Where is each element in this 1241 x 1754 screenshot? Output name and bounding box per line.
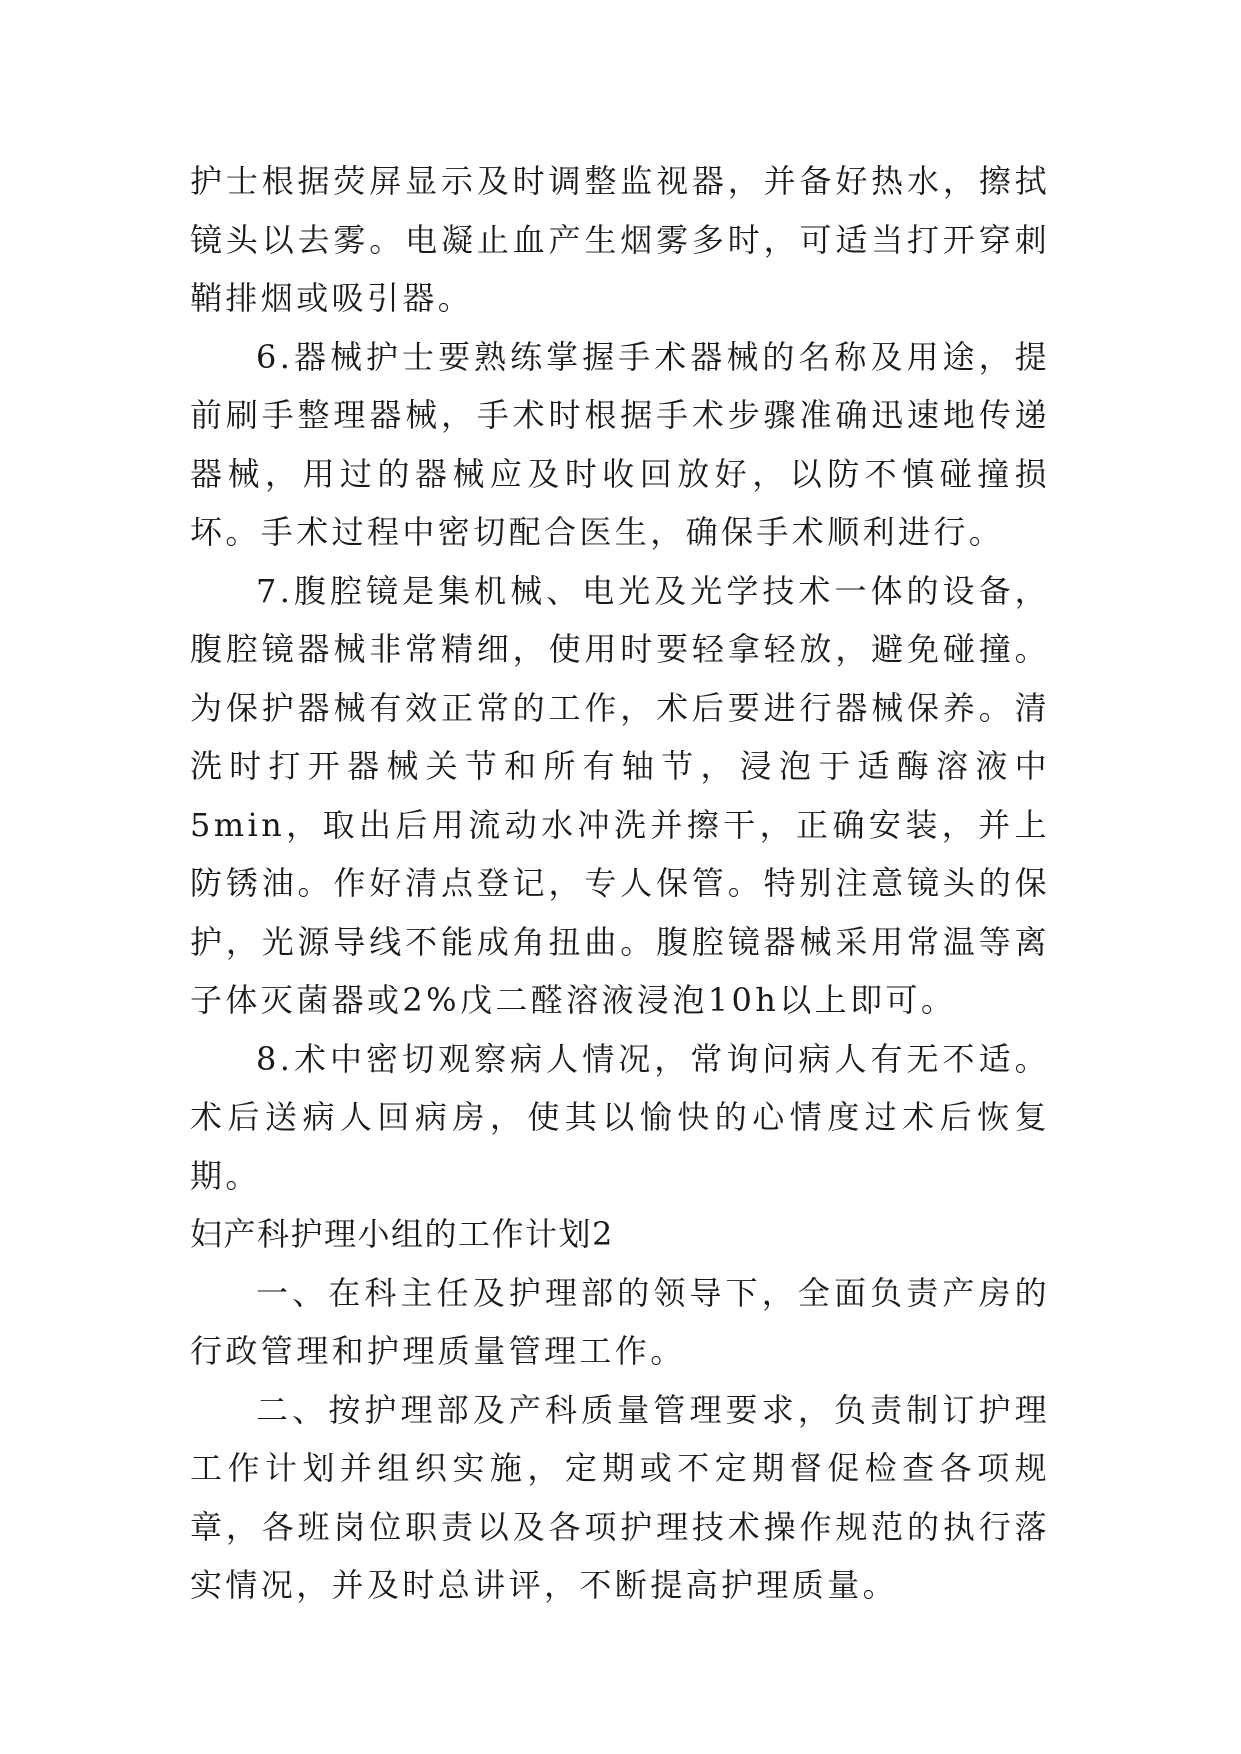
paragraph-item-7: 7.腹腔镜是集机械、电光及光学技术一体的设备，腹腔镜器械非常精细，使用时要轻拿轻放，避免碰撞。为保护器械有效正常的工作，术后要进行器械保养。清洗时打开器械关节和所有轴节，浸泡于适酶溶液中5min，取出后用流动水冲洗并擦干，正确安装，并上防锈油。作好清点登记，专人保管。特别注意镜头的保护，光源导线不能成角扭曲。腹腔镜器械采用常温等离子体灭菌器或2%戊二醛溶液浸泡10h以上即可。 (190, 571, 1050, 1019)
paragraph-item-6: 6.器械护士要熟练掌握手术器械的名称及用途，提前刷手整理器械，手术时根据手术步骤准确迅速地传递器械，用过的器械应及时收回放好，以防不慎碰撞损坏。手术过程中密切配合医生，确保手术顺利进行。 (190, 337, 1050, 551)
paragraph-item-2: 二、按护理部及产科质量管理要求，负责制订护理工作计划并组织实施，定期或不定期督促检查各项规章，各班岗位职责以及各项护理技术操作规范的执行落实情况，并及时总讲评，不断提高护理质量。 (190, 1390, 1050, 1604)
paragraph-item-1: 一、在科主任及护理部的领导下，全面负责产房的行政管理和护理质量管理工作。 (190, 1273, 1050, 1370)
document-body (190, 152, 1050, 1615)
section-heading: 妇产科护理小组的工作计划2 (190, 1215, 614, 1253)
paragraph-item-8: 8.术中密切观察病人情况，常询问病人有无不适。术后送病人回病房，使其以愉快的心情度过术后恢复期。 (190, 1039, 1050, 1195)
paragraph-continued: 护士根据荧屏显示及时调整监视器，并备好热水，擦拭镜头以去雾。电凝止血产生烟雾多时，可适当打开穿刺鞘排烟或吸引器。 (190, 162, 1050, 317)
